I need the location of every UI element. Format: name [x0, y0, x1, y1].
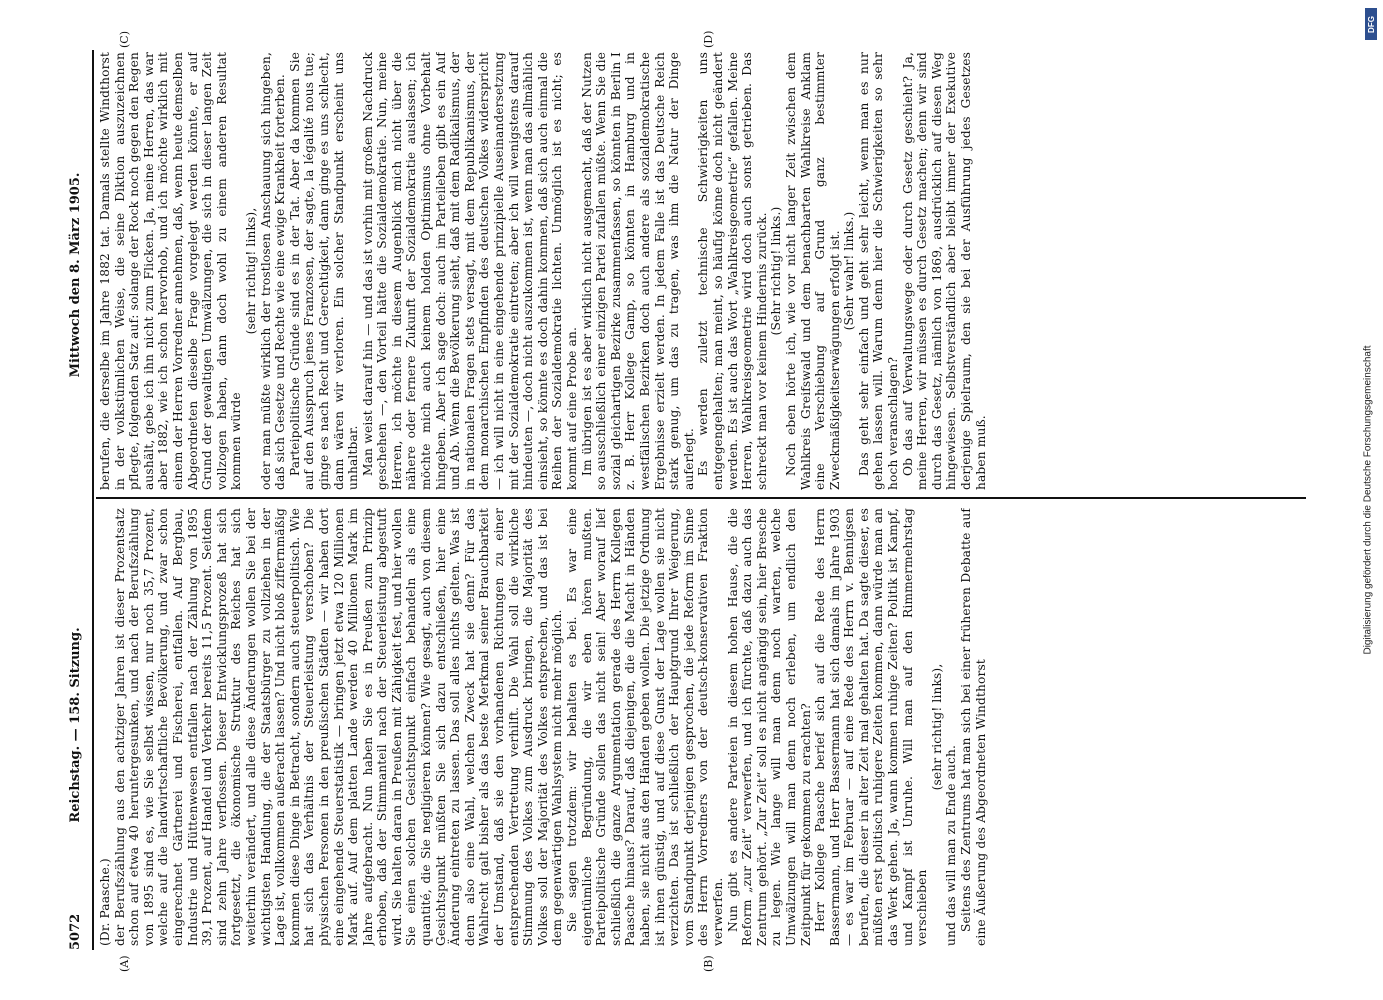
interjection: (Sehr richtig! links.)	[768, 206, 783, 336]
interjection: (sehr richtig! links),	[929, 663, 944, 791]
digitization-note: Digitalisierung gefördert durch die Deutsche Forschungsgemeinschaft	[1362, 345, 1374, 655]
paragraph: Ob das auf Verwaltungswege oder durch Gesetz geschieht? Ja, meine Herren, wir müssen es durch Gesetz machen; denn wir sind durch das Gesetz, nämlich von 1869, ausdrücklich auf diesen Weg hingewiesen. Selbstverständlich aber bleibt immer der Exekutive derjenige Spielraum, den sie bei der Ausführung jedes Gesetzes haben muß.	[900, 52, 988, 490]
paragraph: der Berufszählung aus den achtziger Jahren ist dieser Prozentsatz schon auf etwa 40 heruntergesunken, und nach der Berufszählung von 1895 sind es, wie Sie selbst wissen, nur noch 35,7 Prozent, welche auf die landwirtschaftliche Bevölkerung, und zwar schon eingerechnet Gärtnerei und Fischerei, entfallen. Auf Bergbau, Industrie und Hüttenwesen entfallen nach der Zählung von 1895 39,1 Prozent, auf Handel und Verkehr bereits 11,5 Prozent. Seitdem sind zehn Jahre verflossen. Dieser Entwicklungsprozeß hat sich fortgesetzt, die ökonomische Struktur des Reiches hat sich weiterhin verändert, und alle diese Änderungen wollen Sie bei der wichtigsten Handlung, die der Staatsbürger zu vollziehen in der Lage ist, vollkommen außeracht lassen? Und nicht bloß ziffernmäßig kommen diese Dinge in Betracht, sondern auch steuerpolitisch. Wie hat sich das Verhältnis der Steuerleistung verschoben? Die physischen Personen in den preußischen Städten — wir haben dort eine eingehende Steuerstatistik — bringen jetzt etwa 120 Millionen Mark auf. Auf dem platten Lande werden 40 Millionen Mark im Jahre aufgebracht. Nun haben Sie es in Preußen zum Prinzip erhoben, daß der Stimmanteil nach der Steuerleistung abgestuft wird. Sie halten daran in Preußen mit Zähigkeit fest, und hier wollen Sie einen solchen Gesichtspunkt einfach behandeln als eine quantité, die Sie negligieren können? Wie gesagt, auch von diesem Gesichtspunkt müßten Sie sich dazu entschließen, hier eine Änderung eintreten zu lassen. Das soll alles nichts gelten. Was ist denn also eine Wahl, welchen Zweck hat sie denn? Für das Wahlrecht galt bisher als das beste Merkmal seiner Brauchbarkeit der Umstand, daß sie den vorhandenen Richtungen zu einer entsprechenden Vertretung verhilft. Die Wahl soll die wirkliche Stimmung des Volkes zum Ausdruck bringen, die Majorität des Volkes soll der Majorität des Volkes entsprechen, und das ist bei dem gegenwärtigen Wahlsystem nicht mehr möglich.	[112, 508, 564, 946]
dfg-logo: DFG	[1365, 8, 1377, 40]
header-rule	[92, 50, 94, 950]
paragraph: und das will man zu Ende auch.	[943, 744, 958, 946]
paragraph: Seitens des Zentrums hat man sich bei einer früheren Debatte auf eine Äußerung des Abgeordneten Windthorst	[958, 508, 988, 946]
interjection: (Sehr wahr! links.)	[841, 211, 856, 331]
column-divider	[96, 497, 1306, 499]
header-right-title: Mittwoch den 8. März 1905.	[67, 172, 83, 378]
right-column	[98, 52, 1310, 490]
margin-marker-c: (C)	[117, 31, 131, 48]
page-header	[62, 50, 90, 950]
header-left-title: Reichstag. — 158. Sitzung.	[67, 627, 83, 823]
paragraph: Parteipolitische Gründe sind es in der Tat. Aber da kommen Sie auf den Ausspruch jenes Franzosen, der sagte, la légalité nous tue; ginge es nach Recht und Gerechtigkeit, dann ginge es uns schlecht, dann wären wir verloren. Ein solcher Standpunkt erscheint uns unhaltbar.	[287, 52, 360, 490]
paragraph: berufen, die derselbe im Jahre 1882 tat. Damals stellte Windthorst in der volkstümlichen Weise, die seine Diktion auszuzeichnen pflegte, folgenden Satz auf: solange der Rock noch gegen den Regen aushält, gebe ich ihn nicht zum Flicken. Ja, meine Herren, das war aber 1882, wie ich schon hervorhob, und ich möchte wirklich mit einem der Herren Vorredner annehmen, daß, wenn heute demselben Abgeordneten dieselbe Frage vorgelegt werden könnte, er auf Grund der gewaltigen Umwälzungen, die sich in dieser langen Zeit vollzogen haben, dann doch wohl zu einem anderen Resultat kommen würde	[97, 52, 243, 490]
margin-marker-b: (B)	[701, 955, 715, 972]
margin-marker-d: (D)	[701, 30, 715, 48]
digitization-strip	[1353, 0, 1383, 1000]
paragraph: Es werden zuletzt technische Schwierigkeiten uns entgegengehalten; man meint, so häufig könne doch nicht geändert werden. Es ist auch das Wort „Wahlkreisgeometrie“ gefallen. Meine Herren, Wahlkreisgeometrie wird doch auch sonst getrieben. Das schreckt man vor keinem Hindernis zurück.	[695, 52, 769, 490]
paragraph: Noch eben hörte ich, wie vor nicht langer Zeit zwischen dem Wahlkreis Greifswald und dem benachbarten Wahlkreise Anklam eine Verschiebung auf Grund ganz bestimmter Zweckmäßigkeitserwägungen erfolgt ist.	[783, 52, 842, 490]
paragraph: Nun gibt es andere Parteien in diesem hohen Hause, die die Reform „zur Zeit“ verwerfen, und ich fürchte, daß dazu auch das Zentrum gehört. „Zur Zeit“ soll es nicht angängig sein, hier Bresche zu legen. Wie lange will man denn noch warten, welche Umwälzungen will man denn noch erleben, um endlich den Zeitpunkt für gekommen zu erachten?	[725, 508, 812, 946]
paragraph: Das geht sehr einfach und geht sehr leicht, wenn man es nur gehen lassen will. Warum denn hier die Schwierigkeiten so sehr hoch veranschlagen?	[856, 52, 900, 490]
left-column	[98, 508, 1310, 946]
paragraph: Im übrigen ist es aber wirklich nicht ausgemacht, daß der Nutzen so ausschließlich einer einzigen Partei zufallen müßte. Wenn Sie die sozial gleichartigen Bezirke zusammenfassen, so könnten in Berlin I z. B. Herr Kollege Gamp, so könnten in Hamburg und in westfälischen Bezirken doch auch andere als sozialdemokratische Ergebnisse erzielt werden. In jedem Falle ist das Deutsche Reich stark genug, um das zu tragen, was ihm die Natur der Dinge auferlegt.	[579, 52, 696, 490]
interjection: (sehr richtig! links),	[243, 207, 258, 335]
speaker-label: (Dr. Paasche.)	[97, 858, 112, 946]
paragraph: Herr Kollege Paasche berief sich auf die Rede des Herrn Bassermann, und Herr Bassermann hat sich damals im Jahre 1903 — es war im Februar — auf eine Rede des Herrn v. Bennigsen berufen, die dieser in alter Zeit mal gehalten hat. Da sagte dieser, es müßten erst politisch ruhigere Zeiten kommen, dann würde man an das Werk gehen. Ja, wann kommen ruhige Zeiten? Politik ist Kampf, und Kampf ist Unruhe. Will man auf den Rimmermehrstag verschieben	[812, 508, 929, 946]
rotated-sheet	[62, 30, 1322, 972]
margin-marker-a: (A)	[117, 955, 131, 972]
paragraph: Man weist darauf hin — und das ist vorhin mit großem Nachdruck geschehen —, den Vorteil hätte die Sozialdemokratie. Nun, meine Herren, ich möchte in diesem Augenblick mich nicht über die nähere oder fernere Zukunft der Sozialdemokratie auslassen; ich möchte mich auch keinem holden Optimismus ohne Vorbehalt hingeben. Aber ich sage doch: auch im Parteileben gibt es ein Auf und Ab. Wenn die Bevölkerung sieht, daß mit dem Radikalismus, der in nationalen Fragen stets versagt, mit dem Republikanismus, der dem monarchischen Empfinden des deutschen Volkes widerspricht — ich will nicht in eine eingehende prinzipielle Auseinandersetzung mit der Sozialdemokratie eintreten; aber ich will wenigstens darauf hindeuten —, doch nicht auszukommen ist, wenn man das allmählich einsieht, so könnte es doch dahin kommen, daß sich auch einmal die Reihen der Sozialdemokratie lichten. Unmöglich ist es nicht; es kommt auf eine Probe an.	[360, 52, 579, 490]
paragraph: oder man müßte wirklich der trostlosen Anschauung sich hingeben, daß sich Gesetze und Rechte wie eine ewige Krankheit forterben.	[258, 52, 287, 490]
paragraph: Sie sagen trotzdem: wir behalten es bei. Es war eine eigentümliche Begründung, die wir eben hören mußten. Parteipolitische Gründe sollen das nicht sein! Aber worauf lief schließlich die ganze Argumentation gerade des Herrn Kollegen Paasche hinaus? Darauf, daß diejenigen, die die Macht in Händen haben, sie nicht aus den Händen geben wollen. Die jetzige Ordnung ist ihnen günstig, und auf diese Gunst der Lage wollen sie nicht verzichten. Das ist schließlich der Hauptgrund Ihrer Weigerung, vom Standpunkt derjenigen gesprochen, die jede Reform im Sinne des Herrn Vorredners von der deutsch-konservativen Fraktion verwerfen.	[564, 508, 725, 946]
page-number: 5072	[67, 913, 83, 950]
